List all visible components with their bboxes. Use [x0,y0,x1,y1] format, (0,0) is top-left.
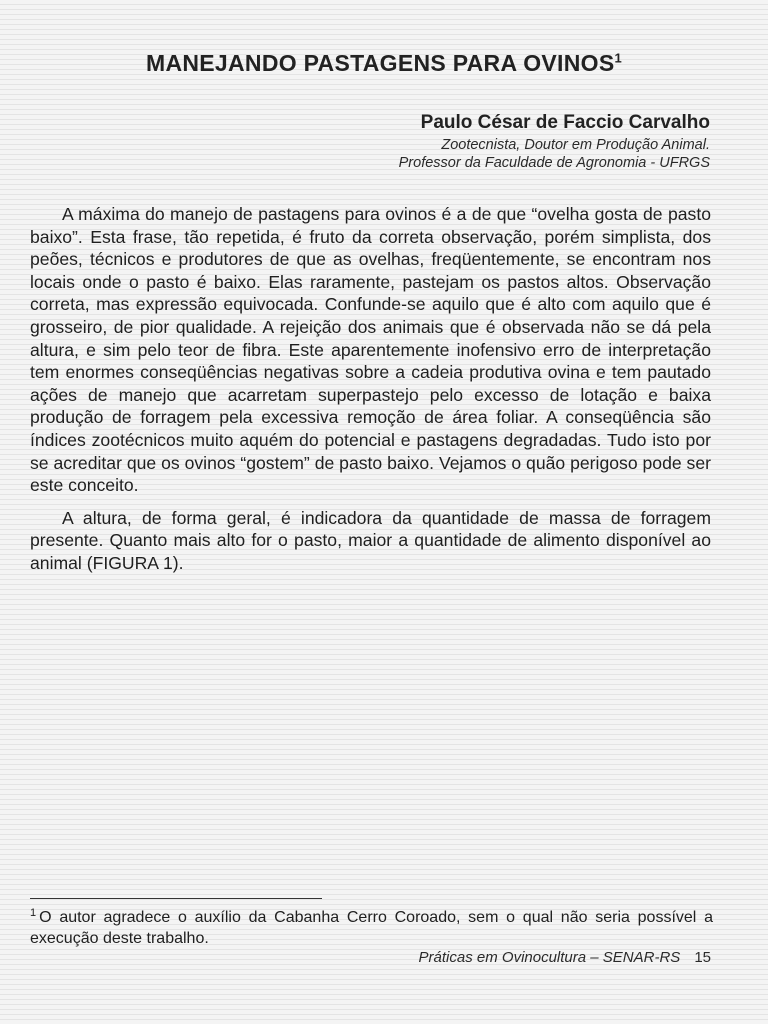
author-name: Paulo César de Faccio Carvalho [420,112,710,133]
page-number: 15 [694,949,711,966]
author-role: Zootecnista, Doutor em Produção Animal. [441,137,710,153]
footnote [30,907,713,949]
footnote-divider [30,898,322,899]
paragraph-1: A máxima do manejo de pastagens para ovinos é a de que “ovelha gosta de pasto baixo”. Esta frase, tão repetida, é fruto da correta observação, porém simplista, dos peões, técnicos e produtores de que as ovelhas, freqüentemente, se encontram nos locais onde o pasto é baixo. Elas raramente, pastejam os pastos altos. Observação correta, mas expressão equivocada. Confunde-se aquilo que é alto com aquilo que é grosseiro, de pior qualidade. A rejeição dos animais que é observada não se dá pela altura, e sim pelo teor de fibra. Este aparentemente inofensivo erro de interpretação tem enormes conseqüências negativas sobre a cadeia produtiva ovina e tem pautado ações de manejo que acarretam superpastejo pelo excesso de lotação e baixa produção de forragem pela excessiva remoção de área foliar. A conseqüência são índices zootécnicos muito aquém do potencial e pastagens degradadas. Tudo isto por se acreditar que os ovinos “gostem” de pasto baixo. Vejamos o quão perigoso pode ser este conceito. [30,204,711,496]
article-body [30,203,711,585]
title-text: MANEJANDO PASTAGENS PARA OVINOS [145,50,615,76]
title-footnote-mark: 1 [614,50,623,66]
footnote-mark: 1 [30,906,37,919]
paragraph-2: A altura, de forma geral, é indicadora da quantidade de massa de forragem presente. Quanto mais alto for o pasto, maior a quantidade de alimento disponível ao animal (FIGURA 1). [30,507,711,573]
footnote-text: O autor agradece o auxílio da Cabanha Cerro Coroado, sem o qual não seria possível a execução deste trabalho. [30,909,713,947]
page-footer [419,948,711,968]
page-title [0,50,768,77]
publication-name: Práticas em Ovinocultura – SENAR-RS [418,949,681,966]
author-block [399,110,710,172]
author-affiliation: Professor da Faculdade de Agronomia - UFRGS [398,155,710,171]
